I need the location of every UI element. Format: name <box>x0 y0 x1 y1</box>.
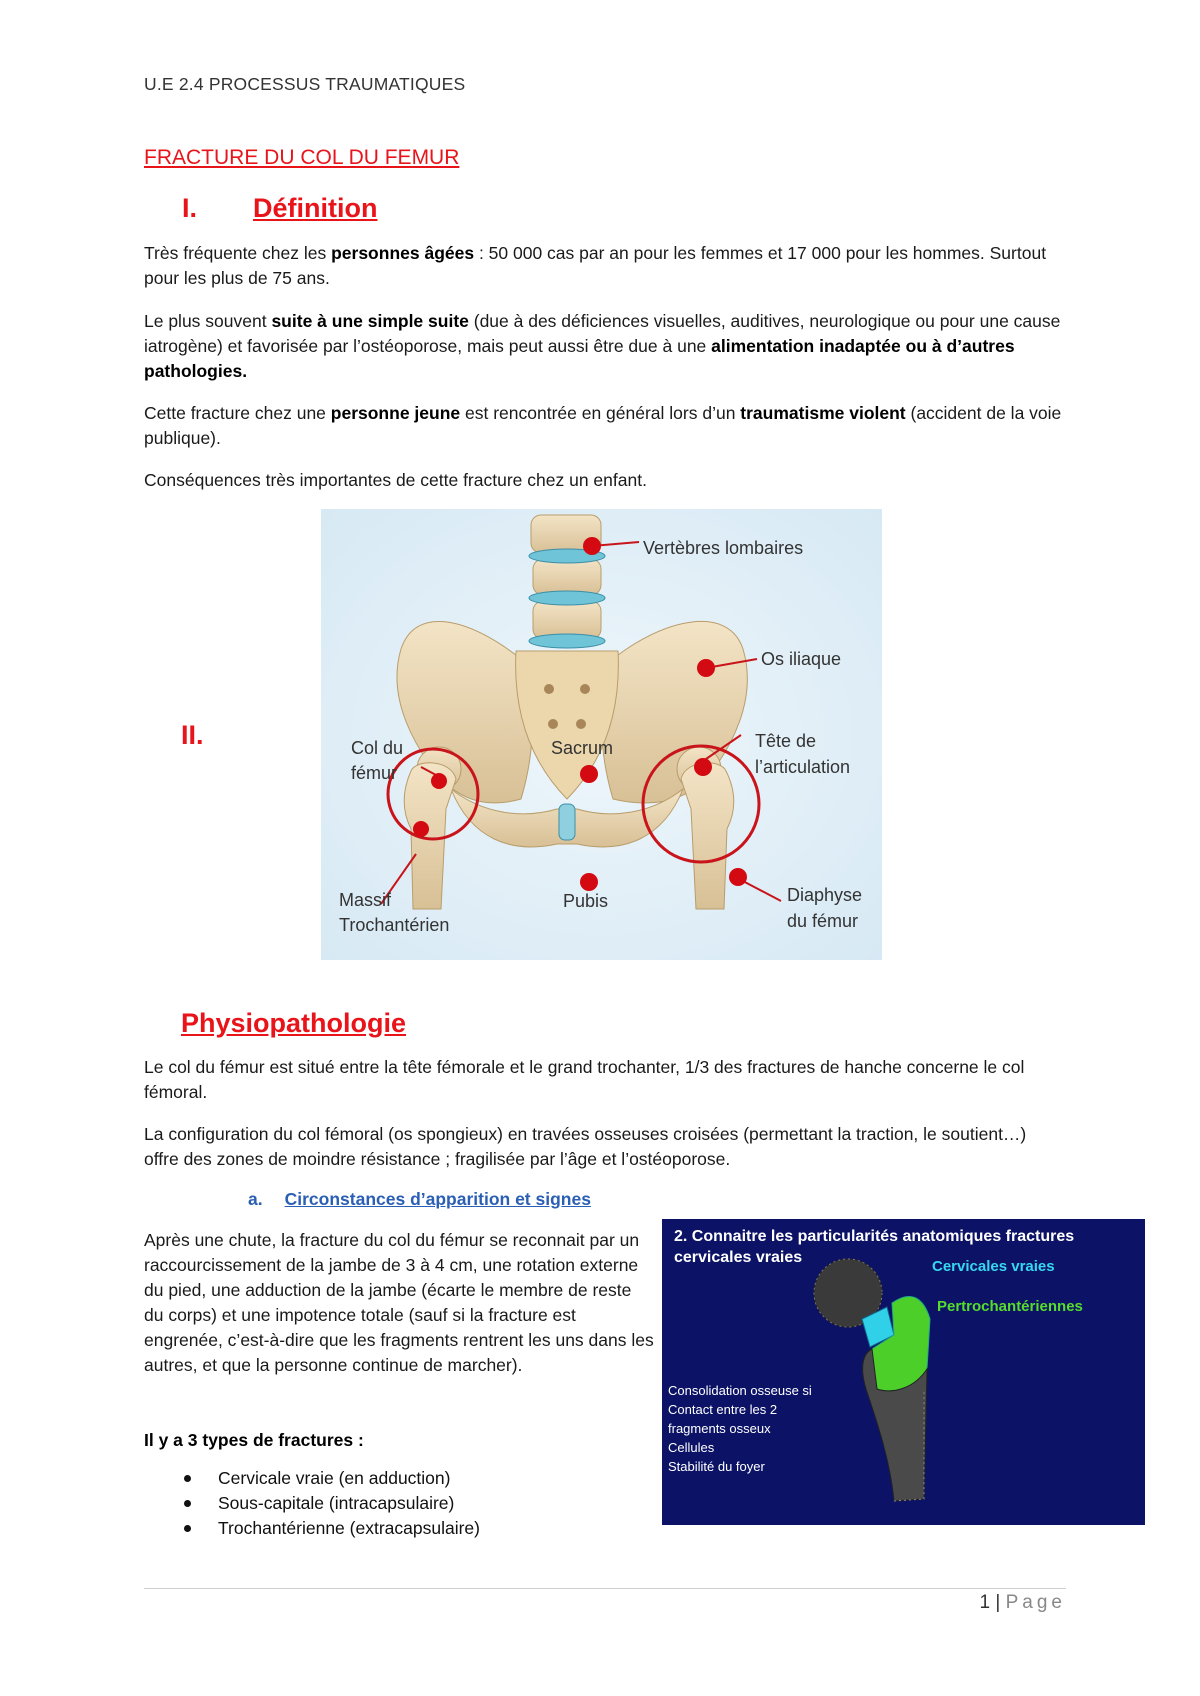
label-massif-2: Trochantérien <box>339 915 450 935</box>
running-header: U.E 2.4 PROCESSUS TRAUMATIQUES <box>144 74 466 94</box>
label-pubis: Pubis <box>563 891 609 911</box>
marker-diaphyse <box>729 868 747 886</box>
fracture-types-slide-figure <box>662 1219 1145 1525</box>
label-col-1: Col du <box>351 738 404 758</box>
paragraph-consequences: Conséquences très importantes de cette fracture chez un enfant. <box>144 470 647 490</box>
slide-title-line1: 2. Connaitre les particularités anatomiques fractures <box>674 1228 1075 1245</box>
subsection-title: Circonstances d’apparition et signes <box>284 1189 591 1209</box>
section-title-physiopathologie: Physiopathologie <box>181 1008 407 1038</box>
subsection-heading-a <box>248 1189 591 1210</box>
list-item: Sous-capitale (intracapsulaire) <box>180 1491 480 1516</box>
label-diaphyse-2: du fémur <box>787 911 859 931</box>
slide-title-line2: cervicales vraies <box>674 1249 803 1266</box>
footer-separator: | <box>990 1592 1006 1613</box>
fracture-types-list <box>180 1466 480 1541</box>
page-label: Page <box>1005 1592 1066 1613</box>
consolidation-line: Consolidation osseuse si <box>668 1383 812 1398</box>
marker-pubis <box>580 873 598 891</box>
label-cervicales-vraies: Cervicales vraies <box>932 1258 1055 1275</box>
marker-sacrum <box>580 765 598 783</box>
list-item: Trochantérienne (extracapsulaire) <box>180 1516 480 1541</box>
marker-tete <box>694 758 712 776</box>
document-title: FRACTURE DU COL DU FEMUR <box>144 146 460 169</box>
label-diaphyse-1: Diaphyse <box>787 885 863 905</box>
subsection-label: a. <box>248 1189 263 1209</box>
marker-os-iliaque <box>697 659 715 677</box>
label-pertrochanteriennes: Pertrochantériennes <box>937 1298 1083 1315</box>
label-tete-2: l’articulation <box>755 757 851 777</box>
label-os-iliaque: Os iliaque <box>761 649 842 669</box>
paragraph-causes: Le plus souvent suite à une simple suite (due à des déficiences visuelles, auditives, neurologique ou pour une cause iatrogène) et favorisée par l’ostéoporose, mais peut aussi être due à une alimentation inadaptée ou à d’autres pathologies. <box>144 311 1061 381</box>
consolidation-line: fragments osseux <box>668 1421 771 1436</box>
marker-col-femur <box>431 773 447 789</box>
paragraph-configuration: La configuration du col fémoral (os spongieux) en travées osseuses croisées (permettant la traction, le soutient…) offre des zones de moindre résistance ; fragilisée par l’âge et l’ostéoporose. <box>144 1124 1027 1169</box>
marker-vertebrae <box>583 537 601 555</box>
page-footer <box>980 1592 1066 1614</box>
consolidation-line: Stabilité du foyer <box>668 1459 765 1474</box>
label-col-2: fémur <box>351 763 398 783</box>
paragraph-frequency: Très fréquente chez les personnes âgées : 50 000 cas par an pour les femmes et 17 000 pour les hommes. Surtout pour les plus de 75 ans. <box>144 243 1047 288</box>
paragraph-col-location: Le col du fémur est situé entre la tête fémorale et le grand trochanter, 1/3 des fractures de hanche concerne le col fémoral. <box>144 1057 1025 1102</box>
section-title-definition: Définition <box>253 193 378 223</box>
section-number-1: I. <box>182 193 198 223</box>
label-vertebres: Vertèbres lombaires <box>643 538 804 558</box>
paragraph-signs: Après une chute, la fracture du col du fémur se reconnait par un raccourcissement de la jambe de 3 à 4 cm, une rotation externe du pied, une adduction de la jambe (écarte le membre de reste du corps) et une impotence totale (sauf si la fracture est engrenée, c’est-à-dire que les fragments rentrent les uns dans les autres, et que la personne continue de marcher). <box>144 1230 654 1375</box>
lumbar-vertebrae <box>529 515 605 648</box>
types-heading: Il y a 3 types de fractures : <box>144 1430 364 1450</box>
page-number: 1 <box>979 1592 991 1613</box>
paragraph-young-person: Cette fracture chez une personne jeune est rencontrée en général lors d’un traumatisme violent (accident de la voie publique). <box>144 403 1062 448</box>
consolidation-line: Contact entre les 2 <box>668 1402 778 1417</box>
pelvis-anatomy-figure <box>321 509 882 960</box>
footer-divider <box>144 1588 1066 1589</box>
label-tete-1: Tête de <box>755 731 817 751</box>
marker-massif <box>413 821 429 837</box>
section-number-2: II. <box>181 720 204 750</box>
label-sacrum: Sacrum <box>551 738 614 758</box>
consolidation-line: Cellules <box>668 1440 715 1455</box>
list-item: Cervicale vraie (en adduction) <box>180 1466 480 1491</box>
label-massif-1: Massif <box>339 890 392 910</box>
